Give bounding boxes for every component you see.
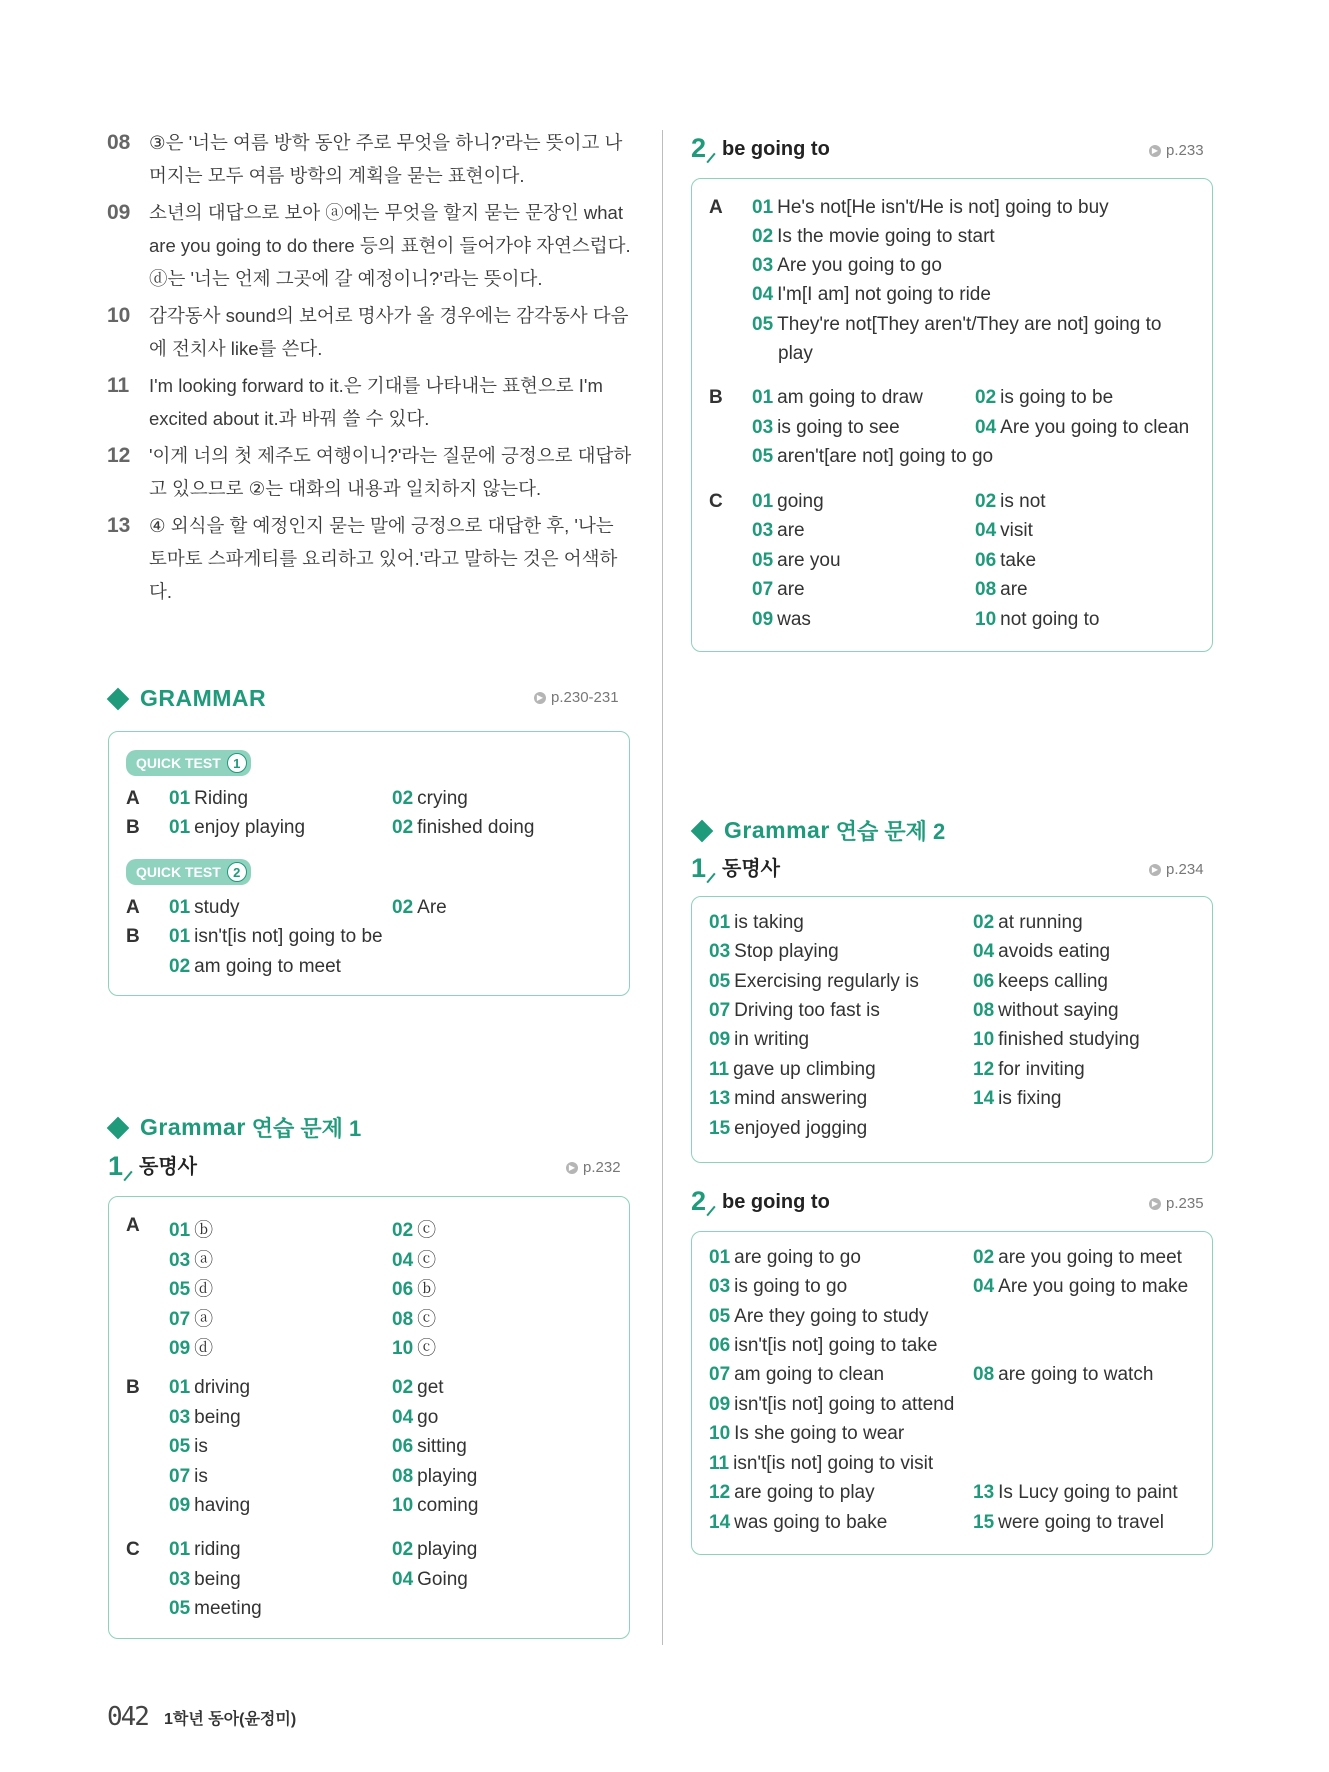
answer-item: 02 playing xyxy=(392,1539,478,1560)
answer-item: 05 Exercising regularly is xyxy=(709,971,919,992)
answer-item: 08 playing xyxy=(392,1466,478,1487)
practice2-s1-heading: 1 동명사 xyxy=(691,853,780,883)
quick-test-1-badge: QUICK TEST 1 xyxy=(126,750,251,776)
section-label: B xyxy=(126,926,140,947)
answer-item: 04 ⓒ xyxy=(392,1250,437,1271)
answer-item: 02 Are xyxy=(392,897,447,918)
answer-item: 05 aren't[are not] going to go xyxy=(752,446,994,467)
answer-item: 03 Stop playing xyxy=(709,941,839,962)
explanation-item: 11 I'm looking forward to it.은 기대를 나타내는 표현으로 I'm excited about it.과 바꿔 쓸 수 있다. xyxy=(107,374,603,429)
answer-item: 08 are going to watch xyxy=(973,1364,1154,1385)
practice2-s2-heading: 2 be going to xyxy=(691,1186,830,1216)
answer-item: 08 are xyxy=(975,579,1028,600)
explanation-item: 12 '이게 너의 첫 제주도 여행이니?'라는 질문에 긍정으로 대답하고 있으므로 ②는 대화의 내용과 일치하지 않는다. xyxy=(107,444,632,499)
explanation-item: 13 ④ 외식을 할 예정인지 묻는 말에 긍정으로 대답한 후, '나는 토마토 스파게티를 요리하고 있어.'라고 말하는 것은 어색하다. xyxy=(107,514,618,602)
answer-item: 09 having xyxy=(169,1495,251,1516)
practice2-header: Grammar 연습 문제 2 xyxy=(694,815,945,846)
answer-item: 06 ⓑ xyxy=(392,1279,437,1300)
answer-item: 10 coming xyxy=(392,1495,479,1516)
answer-item: 05 Are they going to study xyxy=(709,1306,929,1327)
answer-item: 01 is taking xyxy=(709,912,804,933)
practice2-s1-box xyxy=(691,896,1213,1163)
answer-item: 07 am going to clean xyxy=(709,1364,885,1385)
answer-item: 04 Are you going to clean xyxy=(975,417,1190,438)
answer-item-continued: play xyxy=(778,343,813,364)
answer-item: 06 isn't[is not] going to take xyxy=(709,1335,938,1356)
answer-item: 07 Driving too fast is xyxy=(709,1000,880,1021)
grammar-header xyxy=(110,685,266,712)
practice1-header: Grammar 연습 문제 1 xyxy=(110,1112,361,1143)
answer-item: 14 is fixing xyxy=(973,1088,1062,1109)
answer-item: 01 study xyxy=(169,897,240,918)
answer-item: 04 Are you going to make xyxy=(973,1276,1189,1297)
answer-item: 01 enjoy playing xyxy=(169,817,306,838)
answer-item: 10 finished studying xyxy=(973,1029,1140,1050)
answer-item: 02 is going to be xyxy=(975,387,1114,408)
section-label: B xyxy=(126,817,140,838)
answer-item: 01 Riding xyxy=(169,788,249,809)
answer-item: 04 go xyxy=(392,1407,439,1428)
answer-item: 10 Is she going to wear xyxy=(709,1423,905,1444)
answer-item: 02 Is the movie going to start xyxy=(752,226,995,247)
practice1-s2-heading: 2 be going to xyxy=(691,133,830,163)
answer-item: 03 being xyxy=(169,1407,241,1428)
answer-item: 04 visit xyxy=(975,520,1033,541)
answer-item: 07 is xyxy=(169,1466,208,1487)
answer-item: 01 ⓑ xyxy=(169,1220,214,1241)
answer-item: 02 ⓒ xyxy=(392,1220,437,1241)
arrow-icon: ▶ xyxy=(566,1162,578,1174)
answer-item: 05 are you xyxy=(752,550,841,571)
practice1-s2-box: A 01 He's not[He isn't/He is not] going to buy 02 Is the movie going to start 03 Are you going to go 04 I'm[I am] not going to ride 05 They're not[They aren't/They are not] going to play B 01 am going to draw 02 is going to be 03 is going to see 04 Are you going to clean 05 aren't[are not] going to go C 01 going 02 is not 03 are 04 visit 05 are you 06 take 07 are 08 are 09 was 10 not going to xyxy=(691,178,1213,652)
answer-item: 10 not going to xyxy=(975,609,1100,630)
answer-item: 02 are you going to meet xyxy=(973,1247,1182,1268)
answer-item: 06 keeps calling xyxy=(973,971,1108,992)
answer-item: 06 take xyxy=(975,550,1037,571)
column-divider xyxy=(662,130,663,1645)
answer-item: 14 was going to bake xyxy=(709,1512,888,1533)
answer-item: 02 is not xyxy=(975,491,1046,512)
answer-item: 02 finished doing xyxy=(392,817,535,838)
answer-item: 13 Is Lucy going to paint xyxy=(973,1482,1178,1503)
answer-item: 02 am going to meet xyxy=(169,956,341,977)
answer-item: 02 crying xyxy=(392,788,468,809)
answer-item: 01 are going to go xyxy=(709,1247,861,1268)
answer-item: 05 They're not[They aren't/They are not] going to xyxy=(752,314,1162,335)
answer-item: 09 in writing xyxy=(709,1029,810,1050)
book-title: 1학년 동아(윤정미) xyxy=(163,1710,297,1728)
diamond-icon xyxy=(107,687,130,710)
answer-item: 07 are xyxy=(752,579,805,600)
quick-test-2-badge: QUICK TEST 2 xyxy=(126,859,251,885)
explanation-item: 10 감각동사 sound의 보어로 명사가 올 경우에는 감각동사 다음에 전치사 like를 쓴다. xyxy=(107,304,629,359)
answer-item: 05 meeting xyxy=(169,1598,262,1619)
answer-item: 11 gave up climbing xyxy=(709,1059,876,1080)
arrow-icon: ▶ xyxy=(534,692,546,704)
answer-item: 05 ⓓ xyxy=(169,1279,214,1300)
practice1-s1-heading: 1 동명사 xyxy=(108,1151,197,1181)
quick-test-box xyxy=(108,731,630,996)
section-label: A xyxy=(126,897,140,918)
page-ref: ▶ p.233 xyxy=(1149,142,1204,159)
answer-item: 05 is xyxy=(169,1436,208,1457)
answer-item: 11 isn't[is not] going to visit xyxy=(709,1453,934,1474)
answer-item: 01 am going to draw xyxy=(752,387,923,408)
answer-item: 04 I'm[I am] not going to ride xyxy=(752,284,991,305)
diamond-icon xyxy=(107,1116,130,1139)
answer-item: 01 riding xyxy=(169,1539,241,1560)
practice2-s2-box xyxy=(691,1231,1213,1555)
answer-item: 03 are xyxy=(752,520,805,541)
page-ref: ▶ p.232 xyxy=(566,1159,621,1176)
answer-item: 12 for inviting xyxy=(973,1059,1085,1080)
answer-item: 04 Going xyxy=(392,1569,468,1590)
section-label: A xyxy=(126,788,140,809)
answer-item: 01 isn't[is not] going to be xyxy=(169,926,383,947)
answer-item: 03 ⓐ xyxy=(169,1250,214,1271)
page-ref: ▶ p.235 xyxy=(1149,1195,1204,1212)
page-number: 042 xyxy=(107,1702,148,1732)
grammar-title: GRAMMAR xyxy=(140,685,267,711)
answer-item: 04 avoids eating xyxy=(973,941,1111,962)
answer-item: 13 mind answering xyxy=(709,1088,868,1109)
answer-item: 09 isn't[is not] going to attend xyxy=(709,1394,955,1415)
page-ref: ▶ p.234 xyxy=(1149,861,1204,878)
answer-item: 01 He's not[He isn't/He is not] going to buy xyxy=(752,197,1109,218)
arrow-icon: ▶ xyxy=(1149,1198,1161,1210)
answer-item: 07 ⓐ xyxy=(169,1309,214,1330)
answer-item: 15 enjoyed jogging xyxy=(709,1118,868,1139)
arrow-icon: ▶ xyxy=(1149,864,1161,876)
answer-item: 02 get xyxy=(392,1377,444,1398)
answer-item: 06 sitting xyxy=(392,1436,467,1457)
answer-item: 03 is going to go xyxy=(709,1276,848,1297)
arrow-icon: ▶ xyxy=(1149,145,1161,157)
practice1-s1-box: A 01 ⓑ 02 ⓒ 03 ⓐ 04 ⓒ 05 ⓓ 06 ⓑ 07 ⓐ 08 ⓒ 09 ⓓ 10 ⓒ B 01 driving 02 get 03 being 04 go 05 is 06 sitting 07 is 08 playing 09 having 10 coming C 01 riding 02 playing 03 being 04 Going 05 meeting xyxy=(108,1196,630,1639)
answer-item: 15 were going to travel xyxy=(973,1512,1164,1533)
answer-item: 03 being xyxy=(169,1569,241,1590)
diamond-icon xyxy=(691,819,714,842)
answer-item: 01 driving xyxy=(169,1377,251,1398)
answer-item: 03 is going to see xyxy=(752,417,900,438)
explanation-item: 08 ③은 '너는 여름 방학 동안 주로 무엇을 하니?'라는 뜻이고 나머지는 모두 여름 방학의 계획을 묻는 표현이다. xyxy=(107,131,623,186)
answer-item: 01 going xyxy=(752,491,824,512)
answer-item: 03 Are you going to go xyxy=(752,255,942,276)
answer-item: 12 are going to play xyxy=(709,1482,875,1503)
page-ref: ▶ p.230-231 xyxy=(534,689,619,706)
answer-item: 08 ⓒ xyxy=(392,1309,437,1330)
answer-item: 09 ⓓ xyxy=(169,1338,214,1359)
explanation-item: 09 소년의 대답으로 보아 ⓐ에는 무엇을 할지 묻는 문장인 what are you going to do there 등의 표현이 들어가야 자연스럽다. ⓓ는 '너는 언제 그곳에 갈 예정이니?'라는 뜻이다. xyxy=(107,201,631,289)
answer-item: 10 ⓒ xyxy=(392,1338,437,1359)
answer-item: 02 at running xyxy=(973,912,1083,933)
page-footer xyxy=(107,1702,296,1732)
answer-item: 08 without saying xyxy=(973,1000,1119,1021)
answer-item: 09 was xyxy=(752,609,811,630)
explanations xyxy=(107,126,634,612)
